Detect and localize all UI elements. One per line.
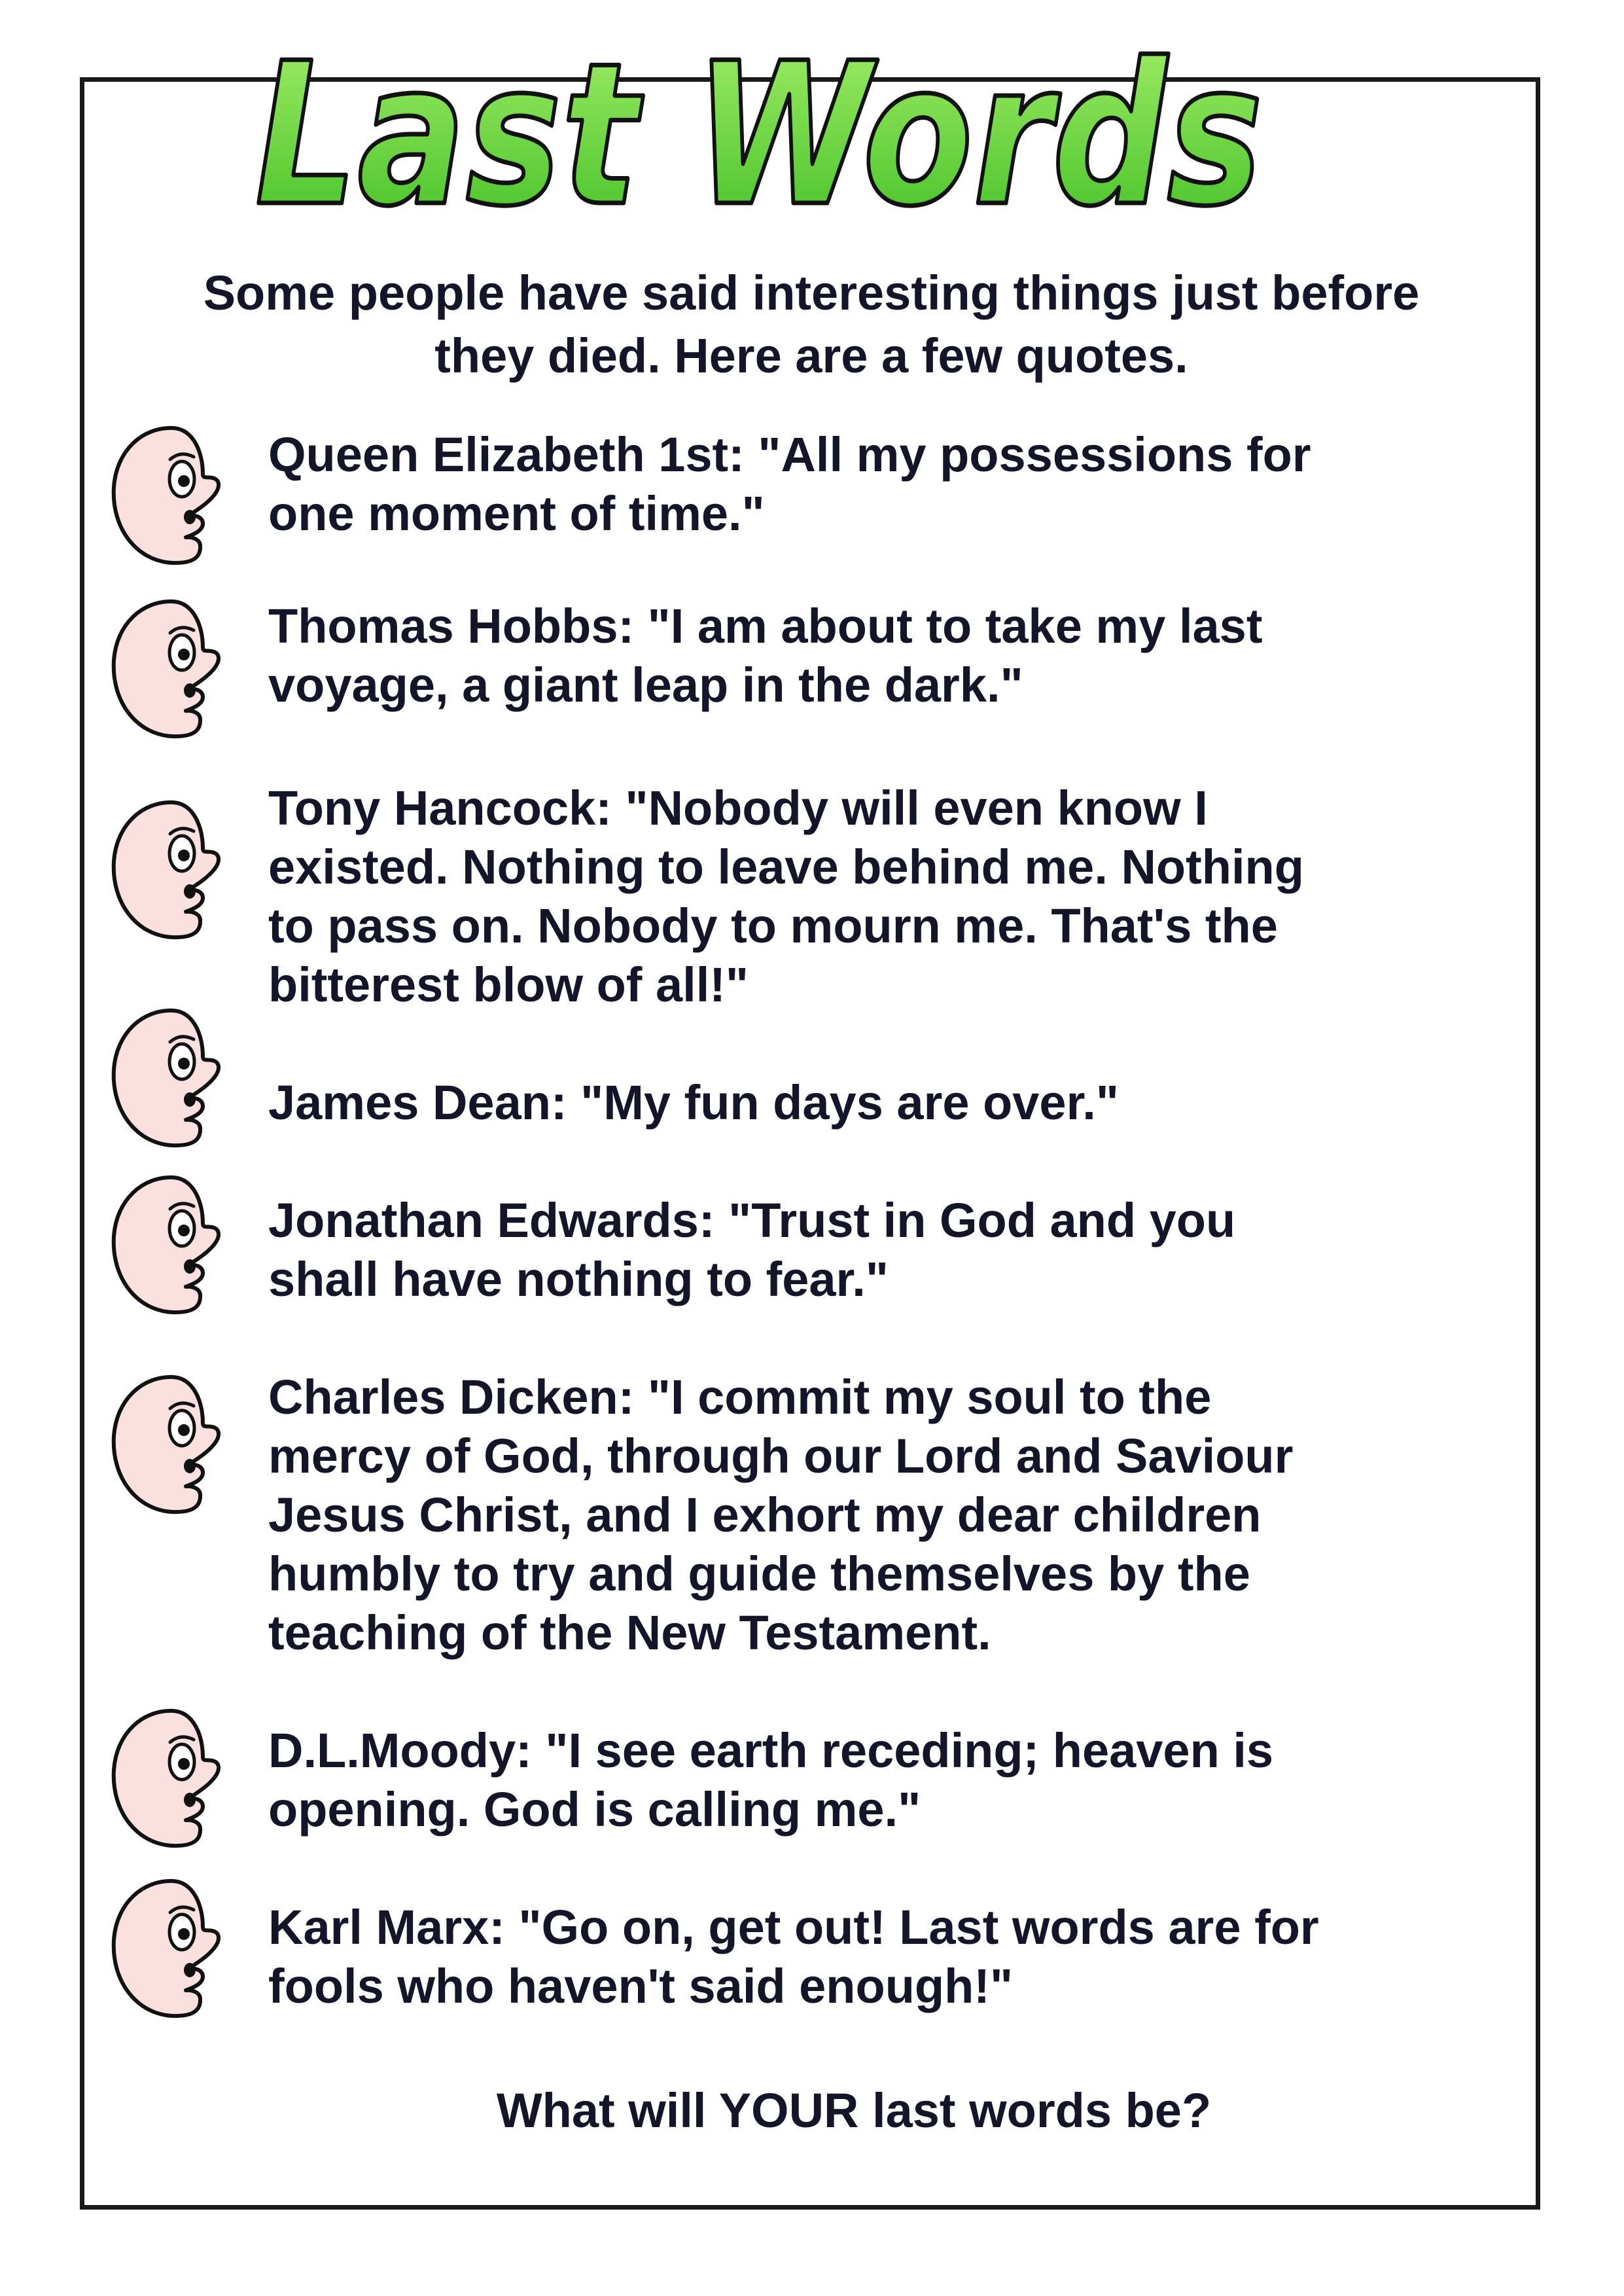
page-border: [80, 77, 1540, 2210]
quote-karl-marx: Karl Marx: "Go on, get out! Last words are for fools who haven't said enough!": [268, 1900, 1319, 2013]
intro-text: Some people have said interesting things just before they died. Here are a few quotes.: [203, 266, 1420, 383]
face-icon: [105, 793, 236, 944]
face-icon: [105, 1001, 236, 1152]
quote-queen-elizabeth: Queen Elizabeth 1st: "All my possessions for one moment of time.": [268, 427, 1311, 541]
closing-question: What will YOUR last words be?: [496, 2083, 1212, 2138]
page-title: [236, 21, 1282, 252]
quote-thomas-hobbs: Thomas Hobbs: "I am about to take my last voyage, a giant leap in the dark.": [268, 599, 1263, 712]
face-icon: [105, 419, 236, 569]
quote-jonathan-edwards: Jonathan Edwards: "Trust in God and you shall have nothing to fear.": [268, 1193, 1236, 1306]
face-icon: [105, 592, 236, 743]
quote-charles-dicken: Charles Dicken: "I commit my soul to the mercy of God, through our Lord and Saviour Jesus Christ, and I exhort my dear children humbly to try and guide themselves by the teaching of the New Testament.: [268, 1370, 1294, 1660]
face-icon: [105, 1872, 236, 2022]
quote-tony-hancock: Tony Hancock: "Nobody will even know I existed. Nothing to leave behind me. Nothing to pass on. Nobody to mourn me. That's the bitterest blow of all!": [268, 781, 1304, 1012]
face-icon: [105, 1168, 236, 1319]
face-icon: [105, 1702, 236, 1852]
title-text: Last Words: [255, 21, 1263, 249]
quote-james-dean: James Dean: "My fun days are over.": [268, 1075, 1119, 1130]
quote-dl-moody: D.L.Moody: "I see earth receding; heaven is opening. God is calling me.": [268, 1723, 1274, 1837]
face-icon: [105, 1368, 236, 1518]
